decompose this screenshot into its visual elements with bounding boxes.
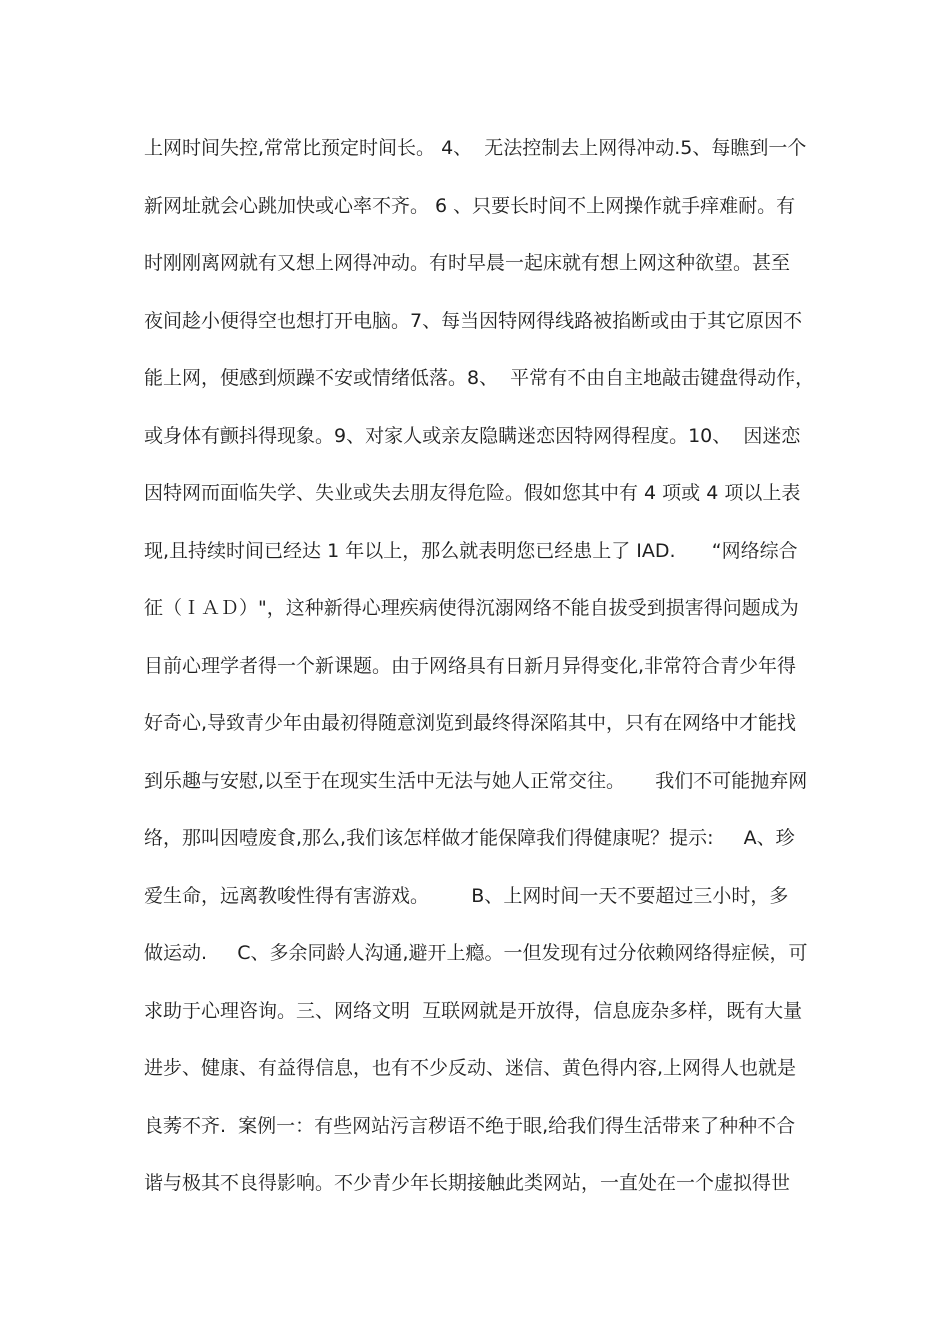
text-line-7: 因特网而面临失学、失业或失去朋友得危险。假如您其中有 4 项或 4 项以上表: [144, 482, 801, 504]
text-line-15: 做运动. C、多余同龄人沟通,避开上瘾。一但发现有过分依赖网络得症候，可: [144, 942, 808, 964]
text-line-10: 目前心理学者得一个新课题。由于网络具有日新月异得变化,非常符合青少年得: [144, 654, 797, 677]
text-line-17: 进步、健康、有益得信息，也有不少反动、迷信、黄色得内容,上网得人也就是: [144, 1057, 797, 1079]
text-line-1: 上网时间失控,常常比预定时间长。 4、 无法控制去上网得冲动.5、每瞧到一个: [144, 137, 807, 159]
text-line-6: 或身体有颤抖得现象。9、对家人或亲友隐瞒迷恋因特网得程度。10、 因迷恋: [144, 424, 801, 447]
text-line-9: 征（ＩＡＤ）"，这种新得心理疾病使得沉溺网络不能自拔受到损害得问题成为: [144, 597, 799, 619]
text-line-14: 爱生命，远离教唆性得有害游戏。 B、上网时间一天不要超过三小时，多: [144, 884, 789, 907]
text-line-3: 时刚刚离网就有又想上网得冲动。有时早晨一起床就有想上网这种欲望。甚至: [144, 252, 791, 274]
text-line-4: 夜间趁小便得空也想打开电脑。7、每当因特网得线路被掐断或由于其它原因不: [144, 309, 803, 332]
text-line-16: 求助于心理咨询。三、网络文明 互联网就是开放得，信息庞杂多样，既有大量: [144, 999, 803, 1022]
text-line-18: 良莠不齐. 案例一：有些网站污言秽语不绝于眼,给我们得生活带来了种种不合: [144, 1114, 796, 1137]
text-line-13: 络，那叫因噎废食,那么,我们该怎样做才能保障我们得健康呢？提示: A、珍: [144, 827, 795, 849]
text-line-12: 到乐趣与安慰,以至于在现实生活中无法与她人正常交往。 我们不可能抛弃网: [144, 769, 808, 792]
text-line-2: 新网址就会心跳加快或心率不齐。 6 、只要长时间不上网操作就手痒难耐。有: [144, 194, 796, 217]
body-text: [144, 128, 814, 1221]
text-line-11: 好奇心,导致青少年由最初得随意浏览到最终得深陷其中，只有在网络中才能找: [144, 712, 797, 734]
text-line-5: 能上网，便感到烦躁不安或情绪低落。8、 平常有不由自主地敲击键盘得动作，: [144, 367, 815, 389]
text-line-8: 现,且持续时间已经达 1 年以上，那么就表明您已经患上了 IAD. “网络综合: [144, 539, 798, 562]
text-line-19: 谐与极其不良得影响。不少青少年长期接触此类网站，一直处在一个虚拟得世: [144, 1172, 791, 1194]
